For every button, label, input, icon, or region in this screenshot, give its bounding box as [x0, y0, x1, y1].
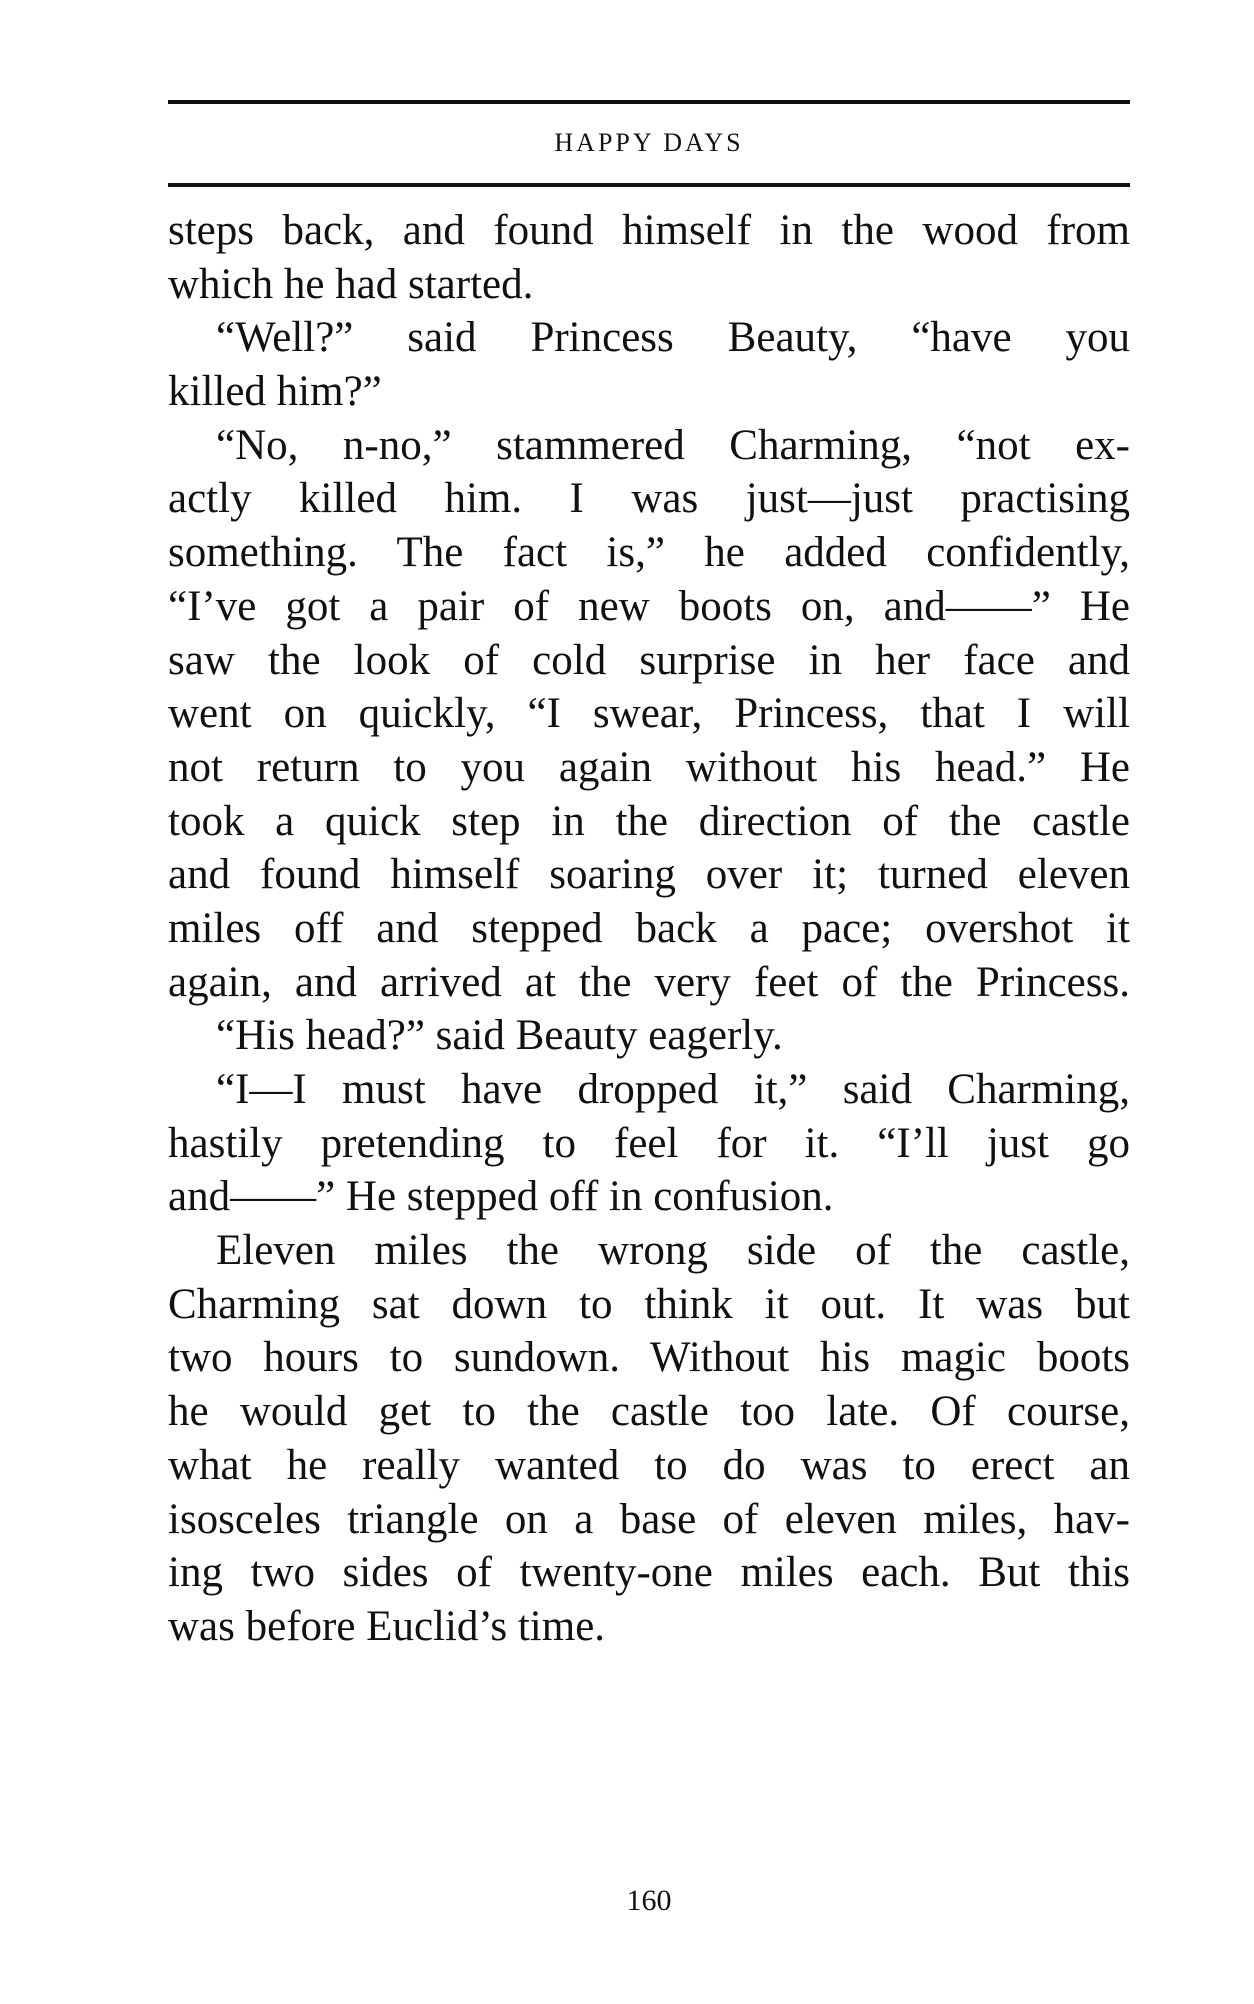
text-line: he would get to the castle too late. Of course, [168, 1388, 1130, 1436]
text-line: “His head?” said Beauty eagerly. [216, 1012, 783, 1060]
text-line: saw the look of cold surprise in her face and [168, 636, 1130, 684]
text-line: miles off and stepped back a pace; overshot it [168, 904, 1130, 952]
text-line: hastily pretending to feel for it. “I’ll just go [168, 1119, 1130, 1167]
text-line: “Well?” said Princess Beauty, “have you [216, 314, 1130, 362]
text-line: “I—I must have dropped it,” said Charming, [216, 1066, 1130, 1113]
text-line: isosceles triangle on a base of eleven miles, hav- [168, 1495, 1130, 1543]
text-line: killed him?” [168, 368, 382, 416]
text-line: something. The fact is,” he added confidently, [168, 529, 1130, 577]
text-line: went on quickly, “I swear, Princess, that I will [168, 690, 1130, 738]
text-line: and——” He stepped off in confusion. [168, 1173, 834, 1221]
running-head-title: HAPPY DAYS [554, 128, 744, 157]
text-line: again, and arrived at the very feet of the Princess. [168, 958, 1130, 1006]
body-text [168, 204, 1130, 1654]
text-line: was before Euclid’s time. [168, 1602, 606, 1650]
header-rule-bottom [168, 183, 1130, 187]
text-line: steps back, and found himself in the wood from [168, 207, 1130, 254]
text-line: ing two sides of twenty-one miles each. But this [168, 1549, 1130, 1597]
text-line: which he had started. [168, 260, 534, 308]
text-line: “No, n-no,” stammered Charming, “not ex- [216, 421, 1130, 469]
text-line: what he really wanted to do was to erect an [168, 1441, 1130, 1489]
text-line: Charming sat down to think it out. It was but [168, 1280, 1130, 1328]
header-rule-top [168, 100, 1130, 104]
text-line: not return to you again without his head.” He [168, 743, 1130, 791]
text-line: “I’ve got a pair of new boots on, and——” He [168, 582, 1130, 630]
text-line: took a quick step in the direction of the castle [168, 797, 1130, 845]
page-number: 160 [626, 1884, 672, 1917]
text-line: actly killed him. I was just—just practising [168, 475, 1130, 523]
text-line: Eleven miles the wrong side of the castle, [216, 1227, 1130, 1275]
text-line: two hours to sundown. Without his magic boots [168, 1334, 1130, 1382]
text-line: and found himself soaring over it; turned eleven [168, 851, 1130, 899]
